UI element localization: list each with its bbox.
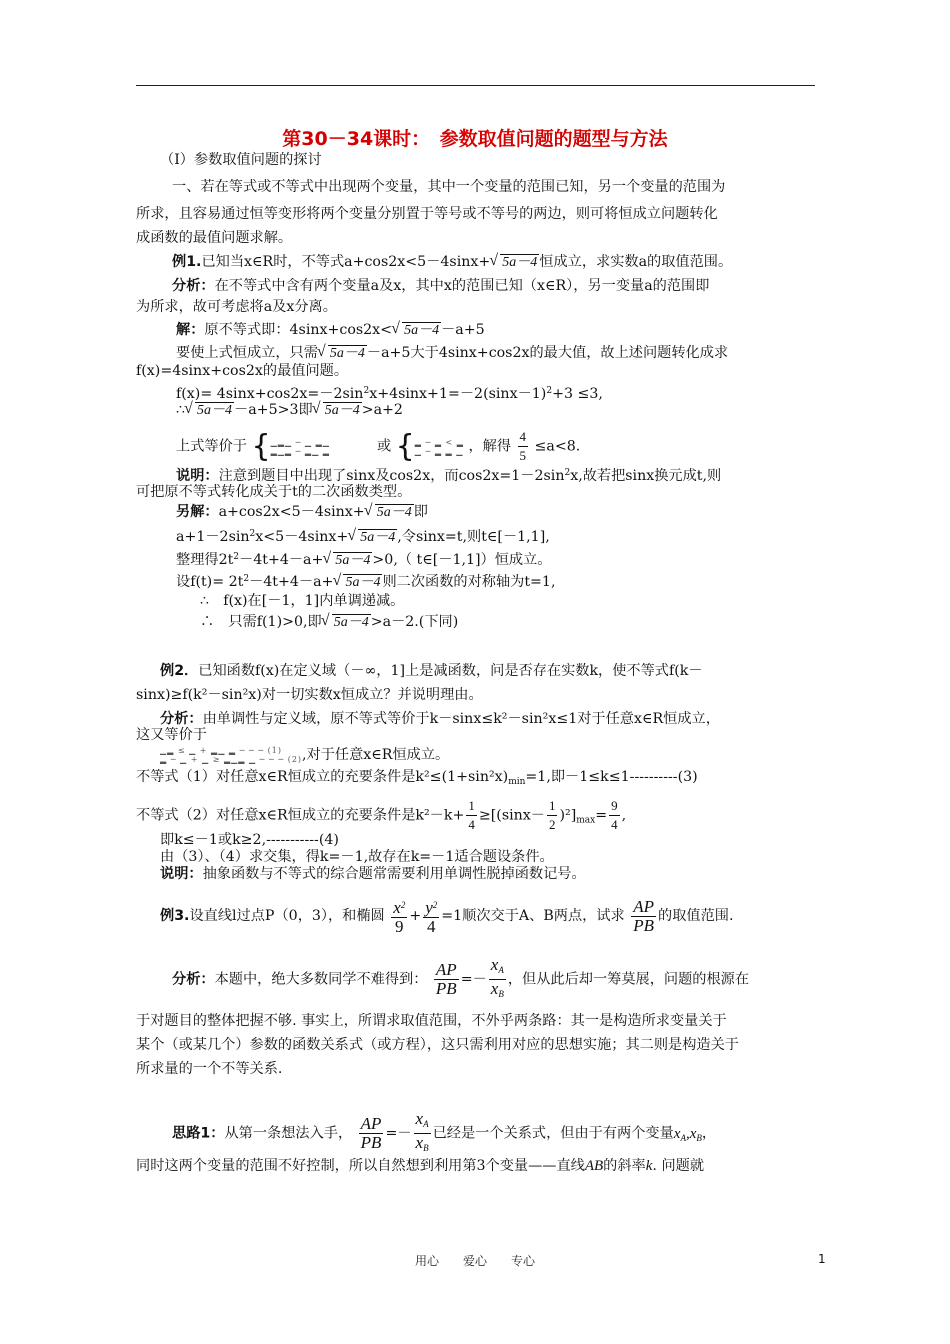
system-image: ▁▂ ≤ ▁ + ▂▁ ▂ ─ ─ ─ (1) ▂ ─ ▁ + ▁ ≥ ▂▁▂ ▁ ─ ─ ─ (2) [160,746,303,764]
ex1-solution-1: 解：原不等式即：4sinx+cos2x<√ 5a－4 －a+5 [176,320,485,340]
ex2-analysis-3: ▁▂ ≤ ▁ + ▂▁ ▂ ─ ─ ─ (1) ▂ ─ ▁ + ▁ ≥ ▂▁▂ ▁ ─ ─ ─ (2),对于任意x∈R恒成立。 [160,746,450,764]
system-image: ▁▂▁ ─ ▁ ▂▁ ▂▁▂ ─ ▂▁ ▂ [270,437,330,456]
ex1-analysis-2: 为所求，故可考虑将a及x分离。 [136,299,337,315]
ex3-paragraph-2: 某个（或某几个）参数的函数关系式（或方程），这只需利用对应的思想实施；其二则是构造关于 [136,1037,739,1053]
fraction: $\frac{x^2}{9}$ [393,898,406,936]
intro-line-3: 成函数的最值问题求解。 [136,230,293,246]
ex1-label: 例1. [172,254,202,270]
fraction: $\frac{AP}{PB}$ [633,896,655,935]
header-rule [136,85,815,86]
ex1-analysis-1: 分析：在不等式中含有两个变量a及x，其中x的范围已知（x∈R），另一变量a的范围即 [172,278,710,294]
ex3-analysis: 分析：本题中，绝大多数同学不难得到： $\frac{AP}{PB}$ =－ $\frac{x_A}{x_B}$ ，但从此后却一筹莫展，问题的根源在 [172,955,750,999]
ex1-alt-4: 设$f(t)= 2t^2-4t+4-a+√$ 5a－4 则二次函数的对称轴为t=1, [176,569,555,592]
page-number: 1 [818,1252,826,1266]
section-heading: （Ⅰ）参数取值问题的探讨 [160,152,322,168]
fraction: $\frac{4}{5}$ [519,429,527,463]
ex3-paragraph-1: 于对题目的整体把握不够. 事实上，所谓求取值范围，不外乎两条路：其一是构造所求变量关于 [136,1013,727,1029]
ex3-last-line: 同时这两个变量的范围不好控制，所以自然想到利用第3个变量——直线AB的斜率k. 问题就 [136,1158,705,1174]
ex2-stem-2: sinx)≥f(k²－sin²x)对一切实数x恒成立？并说明理由。 [136,687,483,703]
intro-line-1: 一、若在等式或不等式中出现两个变量，其中一个变量的范围已知，另一个变量的范围为 [172,179,726,195]
ex1-alt-2: $a+1-2\sin^2x<5-4\sin x+√$ 5a－4 ,令sinx=t,则t∈[－1,1], [176,524,550,547]
ex2-stem-1: 例2．已知函数f(x)在定义域（－∞，1]上是减函数，问是否存在实数k，使不等式f(k－ [160,663,703,679]
ex1-note-2: 可把原不等式转化成关于t的二次函数类型。 [136,484,412,500]
ex1-alt-1: 另解：a+cos2x<5－4sinx+√ 5a－4 即 [176,502,428,522]
ex1-solution-3: f(x)=4sinx+cos2x的最值问题。 [136,363,349,379]
ex1-solution-2: 要使上式恒成立，只需√ 5a－4 －a+5大于4sinx+cos2x的最大值，故上述问题转化成求 [176,343,728,363]
ex1-alt-6: ∴ 只需f(1)>0,即√ 5a－4 >a－2.(下同) [200,612,458,632]
ex2-note: 说明：抽象函数与不等式的综合题常需要利用单调性脱掉函数记号。 [160,866,586,882]
footer-text: 用心 爱心 专心 [414,1254,535,1268]
ex3-idea: 思路1：从第一条想法入手， $\frac{AP}{PB}$ =－ $\frac{x_A}{x_B}$ 已经是一个关系式，但由于有两个变量$x_A,x_B$， [172,1109,717,1153]
ex2-ineq-1: 不等式（1）对任意x∈R恒成立的充要条件是$k^2\le(1+\sin^2x)_{min}=1$,即－1≤k≤1----------(3) [136,769,698,787]
ex1-solution-6: 上式等价于 {▁▂▁ ─ ▁ ▂▁ ▂▁▂ ─ ▂▁ ▂ 或 {▂ ─ ▂ < ▂ ▁ ─ ▂ ▂ ▁ ，解得 $\frac{4}{5}$ ≤a<8. [176,428,581,464]
ex3-stem: 例3.设直线l过点P（0，3），和椭圆 $\frac{x^2}{9}$ + $\frac{y^2}{4}$ =1顺次交于A、B两点，试求 $\frac{AP}{PB}$ 的取值范围. [160,896,734,936]
ex1-solution-5: ∴√ 5a－4 －a+5>3即√ 5a－4 >a+2 [176,400,403,420]
ex2-ineq-2: 不等式（2）对任意x∈R恒成立的充要条件是k²－k+ $\frac{1}{4}$ ≥[(sinx－ $\frac{1}{2}$ )$^2]_{max}=$ $\frac{9}{4}$ , [136,798,627,832]
ex1-alt-5: ∴ f(x)在[－1，1]内单调递减。 [200,593,405,609]
ex1-stem: 例1.已知当x∈R时，不等式a+cos2x<5－4sinx+√ 5a－4 恒成立，求实数a的取值范围。 [172,252,732,272]
sqrt: √ 5a－4 [500,254,539,270]
fraction: $\frac{y^2}{4}$ [425,898,438,936]
page-title: 第30－34课时： 参数取值问题的题型与方法 [282,128,668,150]
ex2-analysis-1: 分析：由单调性与定义域，原不等式等价于k－sinx≤k²－sin²x≤1对于任意x∈R恒成立， [160,711,720,727]
ex1-solution-4: $f(x)= 4\sin x+\cos 2x=-2\sin^2x+4\sin x+1=-2(\sin x-1)^2+3 \le 3$, [176,386,603,402]
ex2-result-1: 即k≤－1或k≥2,-----------(4) [160,832,339,848]
ex1-note-1: 说明：注意到题目中出现了sinx及cos2x，而$\cos 2x=1-2\sin^2x$,故若把sinx换元成t,则 [176,468,722,484]
ex3-paragraph-3: 所求量的一个不等关系. [136,1061,283,1077]
system-brace: { [251,428,271,464]
ex2-analysis-2: 这又等价于 [136,727,207,743]
intro-line-2: 所求，且容易通过恒等变形将两个变量分别置于等号或不等号的两边，则可将恒成立问题转化 [136,206,718,222]
ex2-result-2: 由（3）、（4）求交集，得k=－1,故存在k=－1适合题设条件。 [160,849,554,865]
ex1-alt-3: 整理得$2t^2-4t+4-a+√$ 5a－4 >0,（ t∈[－1,1]）恒成立。 [176,547,552,570]
